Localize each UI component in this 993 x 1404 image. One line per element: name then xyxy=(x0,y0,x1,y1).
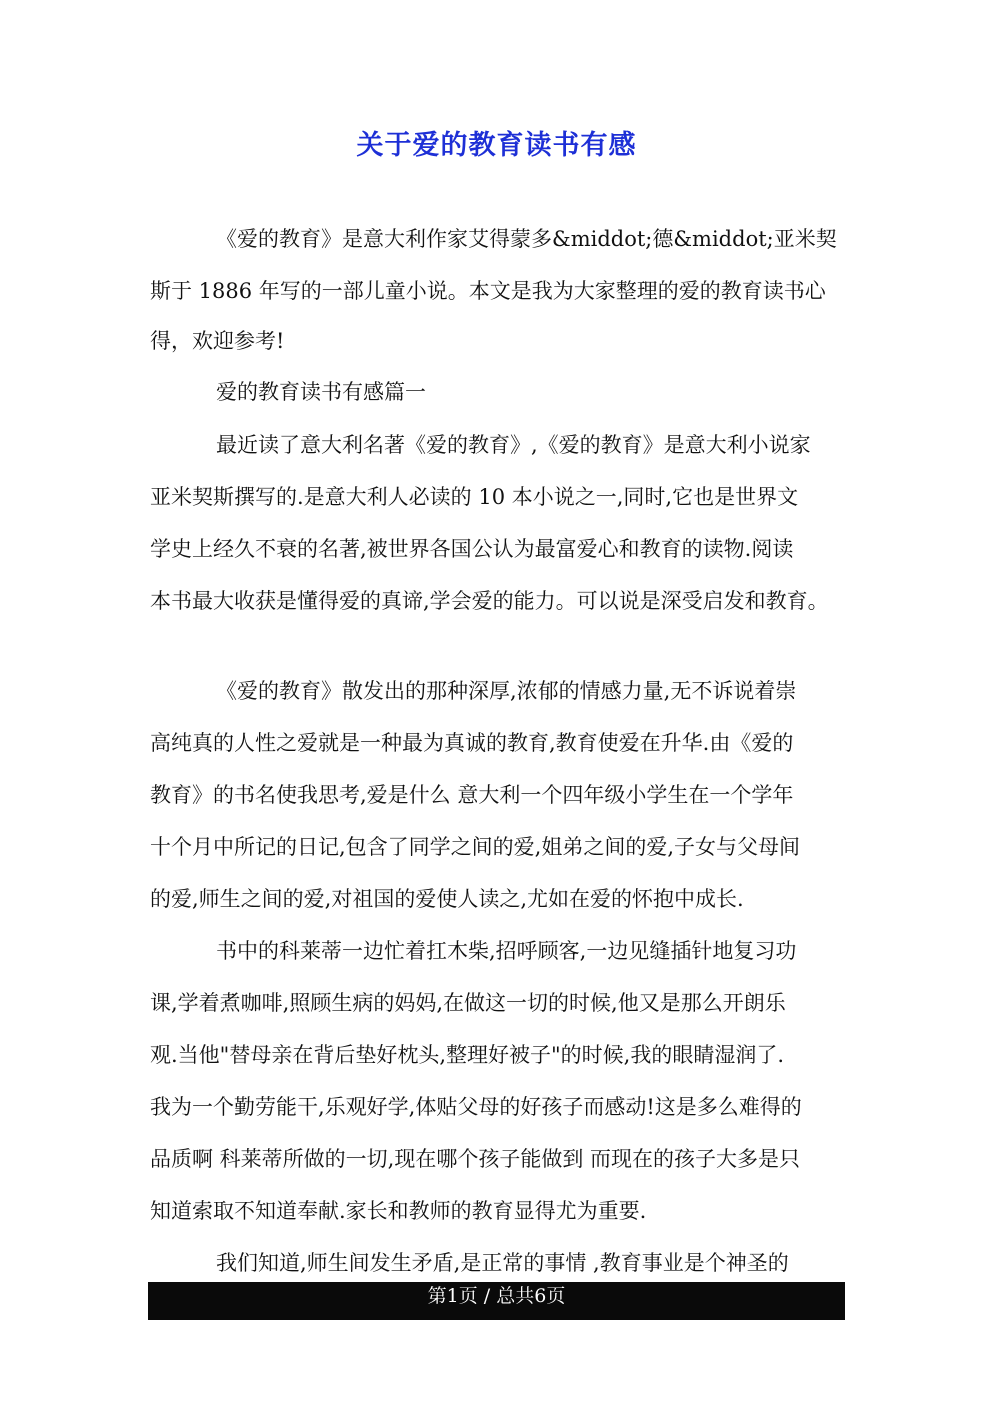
text-line: 《爱的教育》是意大利作家艾得蒙多&middot;德&middot;亚米契 xyxy=(216,227,837,251)
text-line: 斯于 1886 年写的一部儿童小说。本文是我为大家整理的爱的教育读书心 xyxy=(150,279,826,303)
text-line: 学史上经久不衰的名著,被世界各国公认为最富爱心和教育的读物.阅读 xyxy=(150,537,794,561)
text-line: 的爱,师生之间的爱,对祖国的爱使人读之,尤如在爱的怀抱中成长. xyxy=(150,887,744,911)
page-number: 第1页 / 总共6页 xyxy=(427,1285,566,1307)
text-line: 我们知道,师生间发生矛盾,是正常的事情 ,教育事业是个神圣的 xyxy=(216,1251,789,1275)
text-line: 高纯真的人性之爱就是一种最为真诚的教育,教育使爱在升华.由《爱的 xyxy=(150,731,794,755)
text-line: 知道索取不知道奉献.家长和教师的教育显得尤为重要. xyxy=(150,1199,647,1223)
document-title: 关于爱的教育读书有感 xyxy=(356,130,637,161)
text-line: 十个月中所记的日记,包含了同学之间的爱,姐弟之间的爱,子女与父母间 xyxy=(150,835,801,859)
text-line: 教育》的书名使我思考,爱是什么 意大利一个四年级小学生在一个学年 xyxy=(150,783,794,807)
text-line: 书中的科莱蒂一边忙着扛木柴,招呼顾客,一边见缝插针地复习功 xyxy=(216,939,797,963)
text-line: 课,学着煮咖啡,照顾生病的妈妈,在做这一切的时候,他又是那么开朗乐 xyxy=(150,991,786,1015)
text-line: 本书最大收获是懂得爱的真谛,学会爱的能力。可以说是深受启发和教育。 xyxy=(150,589,829,613)
text-line: 最近读了意大利名著《爱的教育》,《爱的教育》是意大利小说家 xyxy=(216,433,811,457)
text-line: 我为一个勤劳能干,乐观好学,体贴父母的好孩子而感动!这是多么难得的 xyxy=(150,1095,802,1119)
text-line: 品质啊 科莱蒂所做的一切,现在哪个孩子能做到 而现在的孩子大多是只 xyxy=(150,1147,801,1171)
text-line: 得，欢迎参考! xyxy=(150,329,285,353)
text-line: 观.当他"替母亲在背后垫好枕头,整理好被子"的时候,我的眼睛湿润了. xyxy=(150,1043,785,1067)
text-line: 亚米契斯撰写的.是意大利人必读的 10 本小说之一,同时,它也是世界文 xyxy=(150,485,799,509)
text-line: 《爱的教育》散发出的那种深厚,浓郁的情感力量,无不诉说着崇 xyxy=(216,679,797,703)
page-footer xyxy=(148,1282,845,1320)
section-heading: 爱的教育读书有感篇一 xyxy=(216,380,426,404)
